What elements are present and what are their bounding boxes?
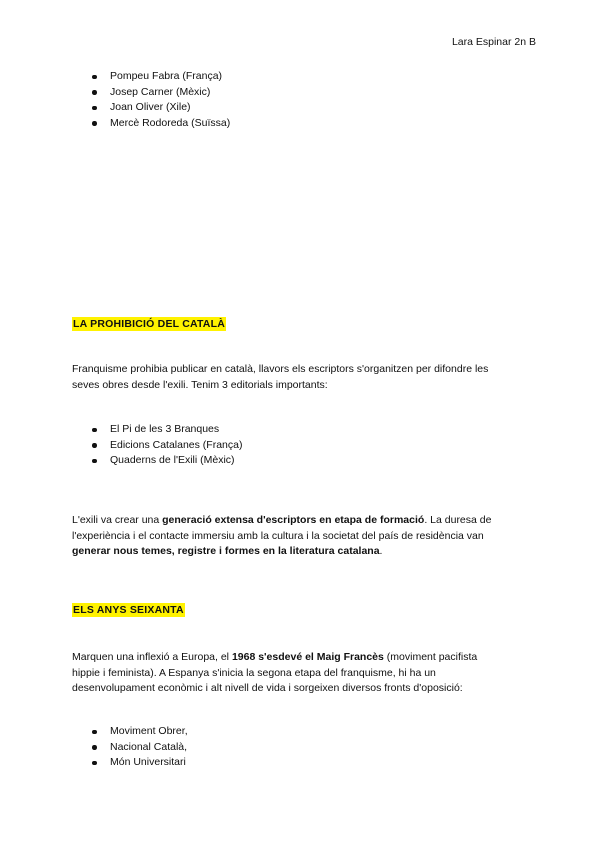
emphasis-text: generar nous temes, registre i formes en la literatura catalana <box>72 545 380 557</box>
paragraph-exili <box>72 513 528 560</box>
list-item: El Pi de les 3 Branques <box>72 422 242 438</box>
paragraph-line: seves obres desde l'exili. Tenim 3 editorials importants: <box>72 378 328 391</box>
header-author: Lara Espinar 2n B <box>451 36 536 48</box>
paragraph-line: desenvolupament econòmic i alt nivell de vida i sorgeixen diversos fronts d'oposició: <box>72 682 463 694</box>
section-heading-prohibicio <box>72 318 226 330</box>
list-item: Món Universitari <box>72 755 188 771</box>
paragraph-line: generar nous temes, registre i formes en la literatura catalana. <box>72 545 383 557</box>
emphasis-text: generació extensa d'escriptors en etapa de formació <box>162 514 425 526</box>
section-heading-text: LA PROHIBICIÓ DEL CATALÀ <box>73 318 225 330</box>
list-item: Edicions Catalanes (França) <box>72 438 242 454</box>
paragraph-prohibicio <box>72 362 528 393</box>
section-heading-text: ELS ANYS SEIXANTA <box>73 604 184 616</box>
paragraph-line: Franquisme prohibia publicar en català, llavors els escriptors s'organitzen per difondre les <box>72 363 489 375</box>
list-item: Mercè Rodoreda (Suïssa) <box>72 116 230 132</box>
fronts-list <box>72 724 188 771</box>
list-item: Pompeu Fabra (França) <box>72 69 230 85</box>
paragraph-line: Marquen una inflexió a Europa, el 1968 s'esdevé el Maig Francès (moviment pacifista <box>72 651 478 663</box>
list-item: Nacional Català, <box>72 740 188 756</box>
list-item: Joan Oliver (Xile) <box>72 100 230 116</box>
paragraph-line: L'exili va crear una generació extensa d'escriptors en etapa de formació. La duresa de <box>72 514 492 526</box>
list-item: Josep Carner (Mèxic) <box>72 85 230 101</box>
paragraph-line: hippie i feminista). A Espanya s'inicia la segona etapa del franquisme, hi ha un <box>72 666 436 679</box>
writers-list <box>72 69 230 131</box>
paragraph-line: l'experiència i el contacte immersiu amb la cultura i la societat del país de residència van <box>72 529 484 542</box>
section-heading-seixanta <box>72 604 185 616</box>
editorials-list <box>72 422 242 469</box>
paragraph-seixanta <box>72 650 528 697</box>
list-item: Moviment Obrer, <box>72 724 188 740</box>
list-item: Quaderns de l'Exili (Mèxic) <box>72 453 242 469</box>
emphasis-text: 1968 s'esdevé el Maig Francès <box>231 651 384 663</box>
